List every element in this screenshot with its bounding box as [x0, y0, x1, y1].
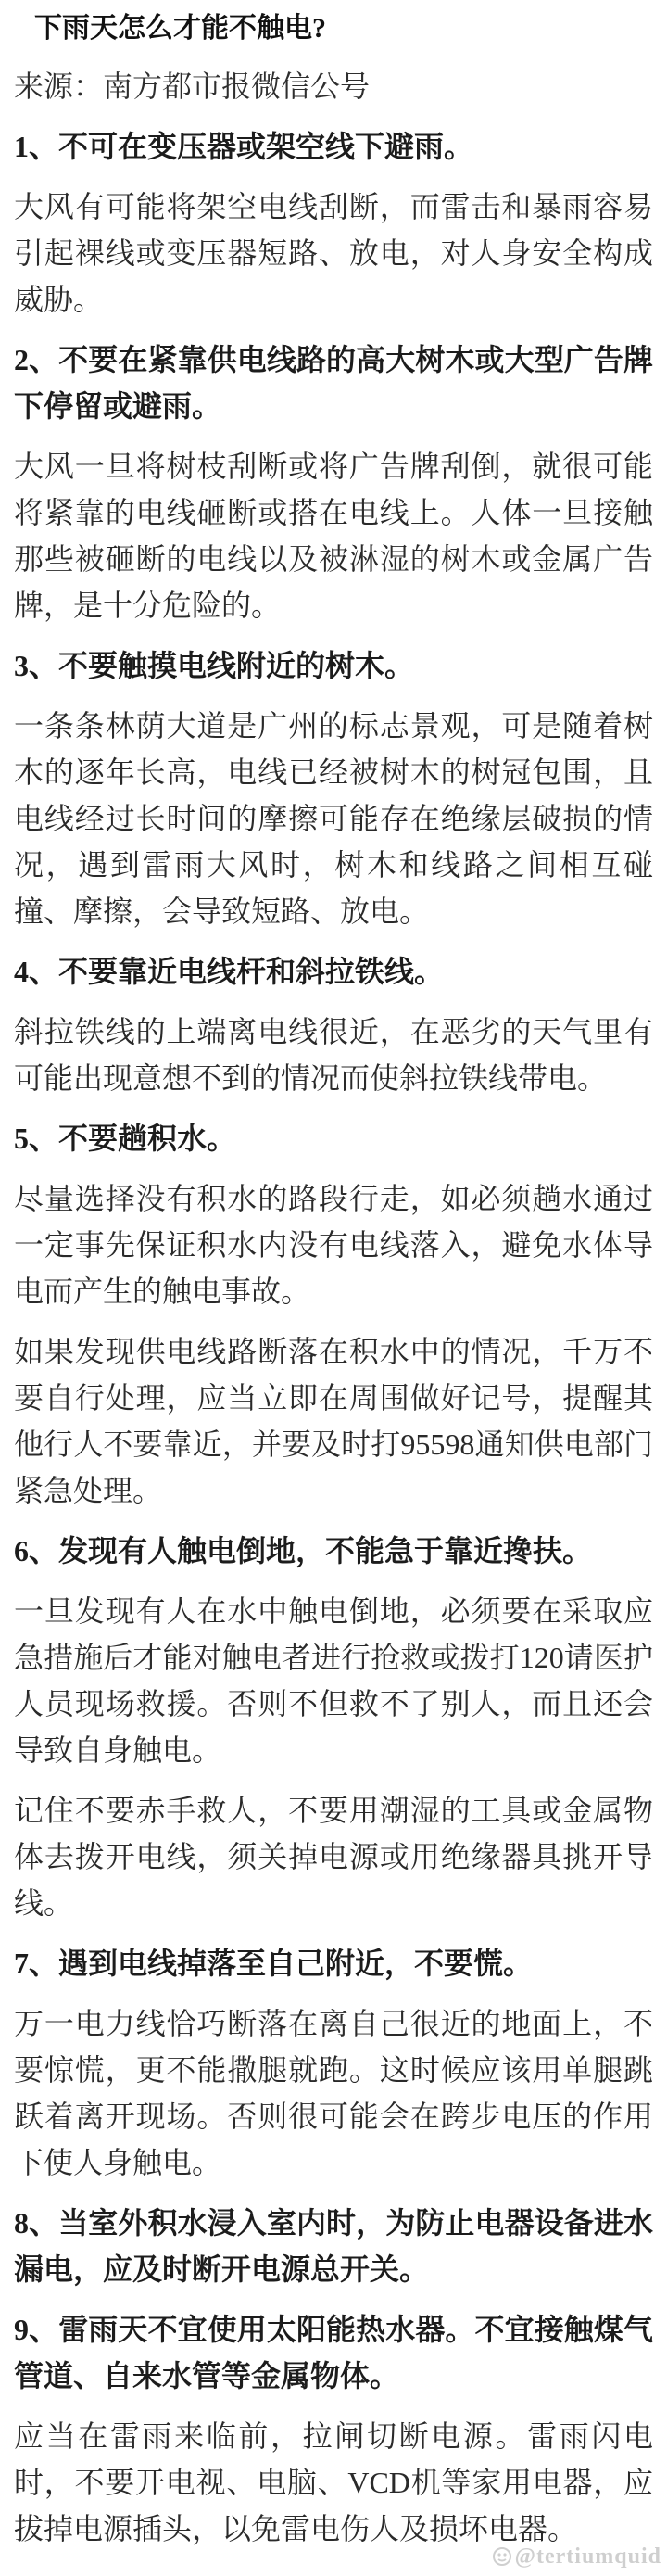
- paragraph: 尽量选择没有积水的路段行走，如必须趟水通过一定事先保证积水内没有电线落入，避免水体导电而产生的触电事故。: [14, 1182, 653, 1308]
- section-heading-7: 7、遇到电线掉落至自己附近，不要慌。: [14, 1947, 534, 1980]
- section-heading-3: 3、不要触摸电线附近的树木。: [14, 649, 415, 682]
- paragraph: 应当在雷雨来临前，拉闸切断电源。雷雨闪电时，不要开电视、电脑、VCD机等家用电器，应拔掉电源插头，以免雷电伤人及损坏电器。: [14, 2419, 653, 2545]
- paragraph: 记住不要赤手救人，不要用潮湿的工具或金属物体去拨开电线，须关掉电源或用绝缘器具挑开导线。: [14, 1794, 653, 1920]
- paragraph: 一条条林荫大道是广州的标志景观，可是随着树木的逐年长高，电线已经被树木的树冠包围，且电线经过长时间的摩擦可能存在绝缘层破损的情况，遇到雷雨大风时，树木和线路之间相互碰撞、摩擦，会导致短路、放电。: [14, 709, 653, 928]
- paragraph: 一旦发现有人在水中触电倒地，必须要在采取应急措施后才能对触电者进行抢救或拨打120请医护人员现场救援。否则不但救不了别人，而且还会导致自身触电。: [14, 1594, 653, 1767]
- source-line: 来源：南方都市报微信公号: [14, 70, 371, 103]
- section-heading-9: 9、雷雨天不宜使用太阳能热水器。不宜接触煤气管道、自来水管等金属物体。: [14, 2313, 653, 2392]
- section-heading-1: 1、不可在变压器或架空线下避雨。: [14, 130, 474, 163]
- section-heading-5: 5、不要趟积水。: [14, 1122, 237, 1155]
- article-title: 下雨天怎么才能不触电?: [34, 13, 326, 44]
- section-heading-6: 6、发现有人触电倒地，不能急于靠近搀扶。: [14, 1534, 593, 1567]
- paragraph: 如果发现供电线路断落在积水中的情况，千万不要自行处理，应当立即在周围做好记号，提醒其他行人不要靠近，并要及时打95598通知供电部门紧急处理。: [14, 1335, 653, 1507]
- paragraph: 万一电力线恰巧断落在离自己很近的地面上，不要惊慌，更不能撒腿就跑。这时候应该用单腿跳跃着离开现场。否则很可能会在跨步电压的作用下使人身触电。: [14, 2007, 653, 2179]
- paragraph: 大风一旦将树枝刮断或将广告牌刮倒，就很可能将紧靠的电线砸断或搭在电线上。人体一旦接触那些被砸断的电线以及被淋湿的树木或金属广告牌，是十分危险的。: [14, 450, 653, 622]
- section-heading-4: 4、不要靠近电线杆和斜拉铁线。: [14, 955, 445, 988]
- section-heading-8: 8、当室外积水浸入室内时，为防止电器设备进水漏电，应及时断开电源总开关。: [14, 2206, 653, 2286]
- weibo-eye-icon: [491, 2545, 513, 2568]
- section-heading-2: 2、不要在紧靠供电线路的高大树木或大型广告牌下停留或避雨。: [14, 343, 653, 423]
- watermark-handle: @tertiumquid: [514, 2544, 661, 2569]
- paragraph: 大风有可能将架空电线刮断，而雷击和暴雨容易引起裸线或变压器短路、放电，对人身安全构成威胁。: [14, 190, 653, 316]
- paragraph: 斜拉铁线的上端离电线很近，在恶劣的天气里有可能出现意想不到的情况而使斜拉铁线带电。: [14, 1015, 653, 1095]
- watermark: [491, 2544, 661, 2569]
